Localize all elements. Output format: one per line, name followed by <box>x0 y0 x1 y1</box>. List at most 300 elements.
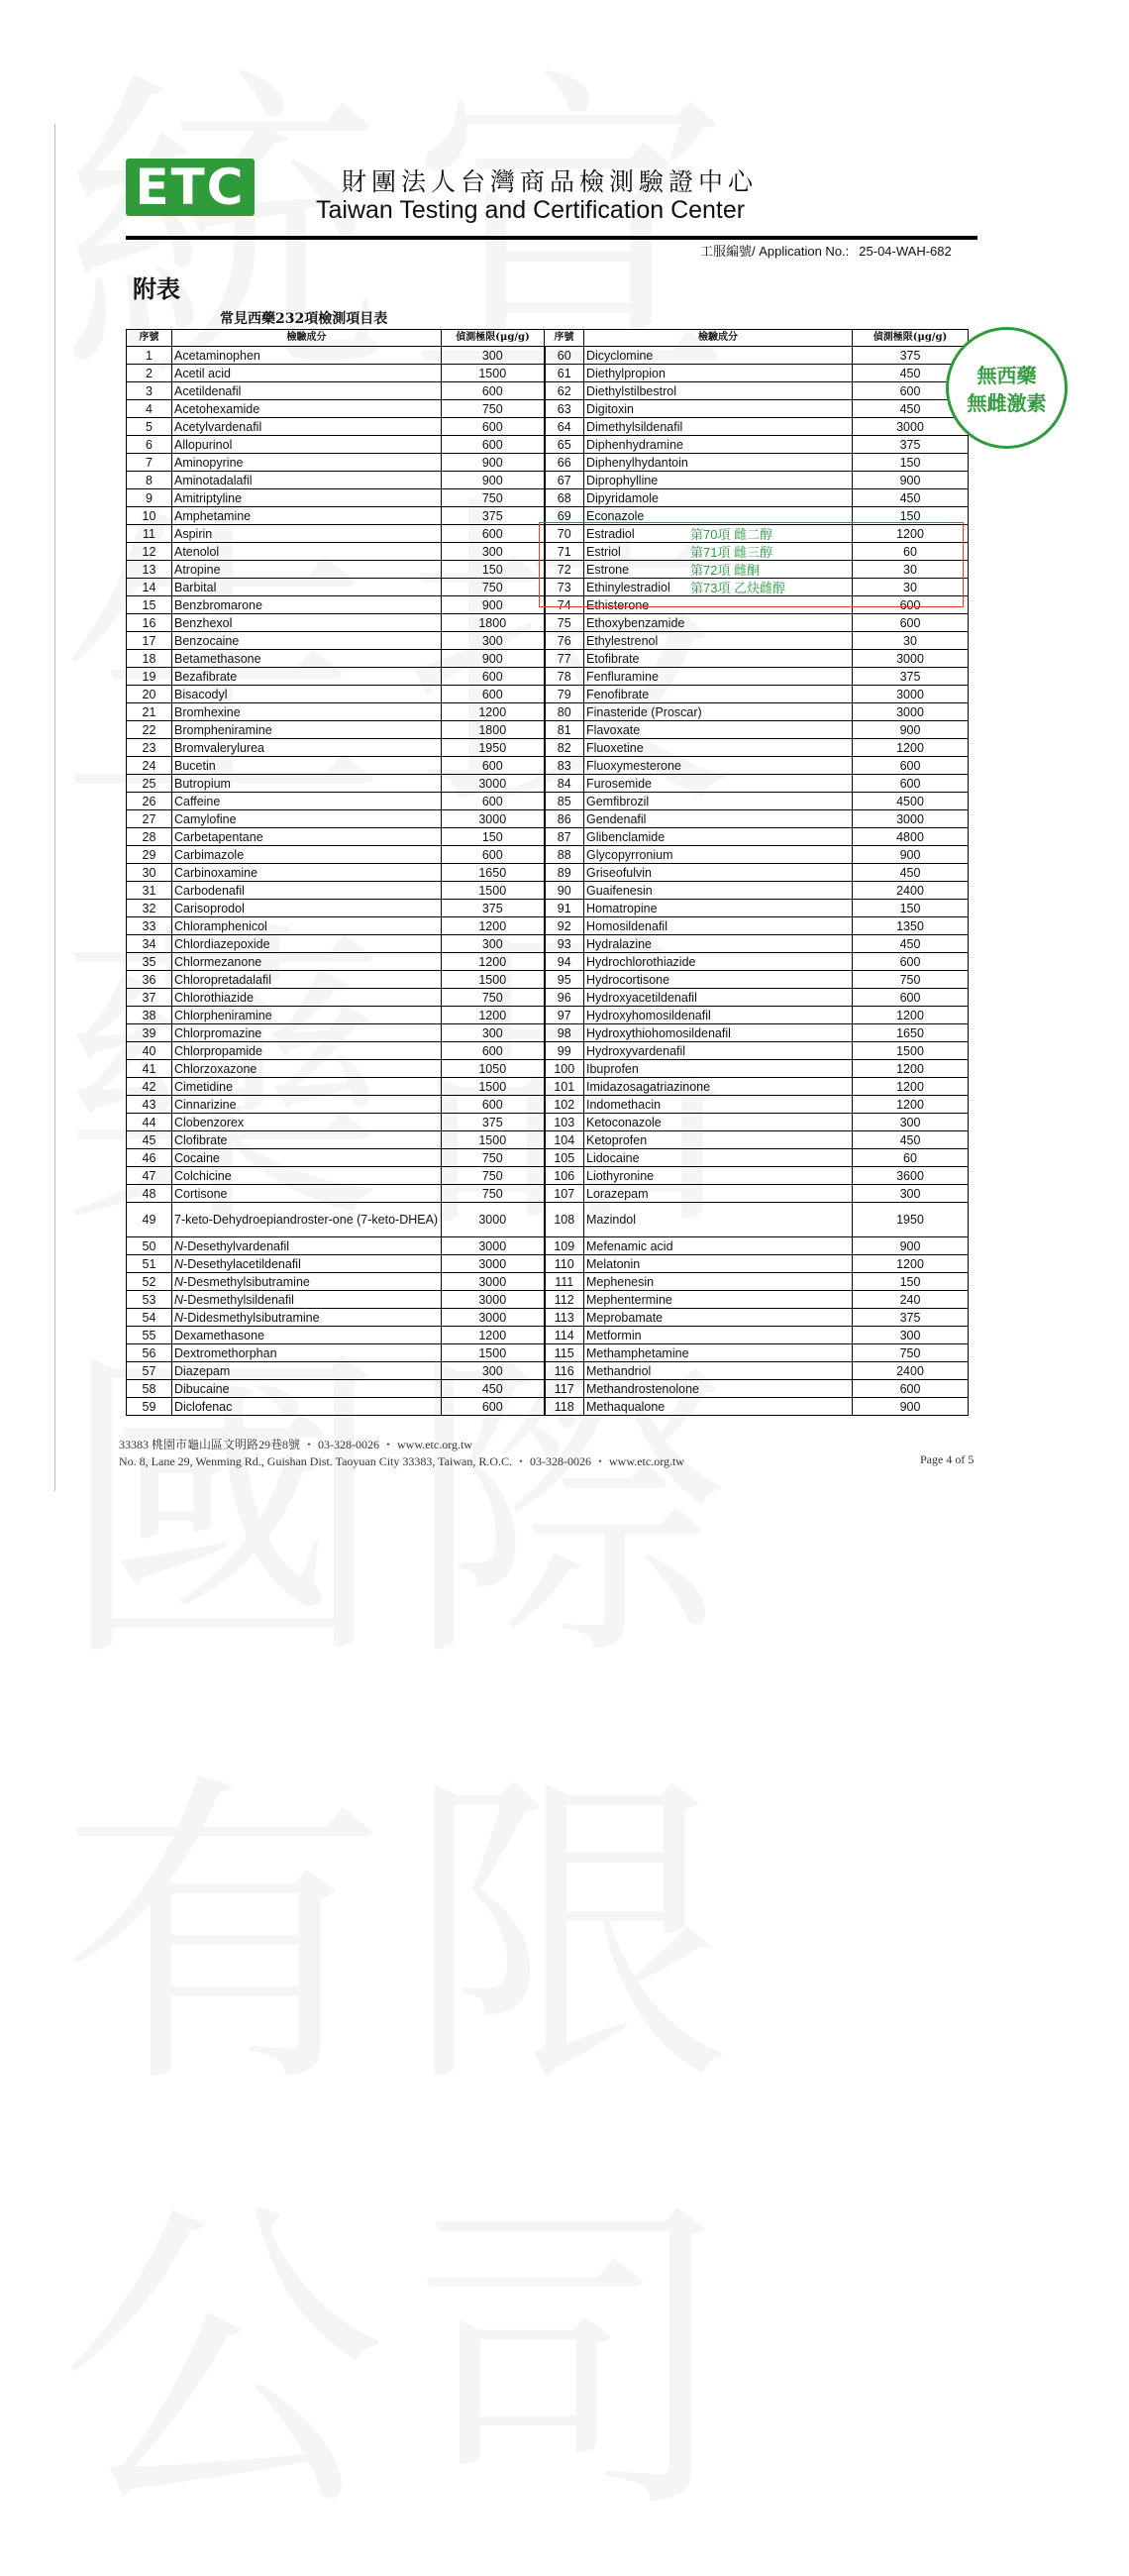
item-number: 7 <box>127 454 172 472</box>
item-name: Acetil acid <box>172 365 442 382</box>
table-row <box>127 953 969 971</box>
item-name: Amitriptyline <box>172 489 442 507</box>
item-name: Chlorzoxazone <box>172 1060 442 1078</box>
item-limit: 600 <box>442 1398 545 1416</box>
item-limit: 750 <box>442 1167 545 1185</box>
watermark-char <box>406 2173 753 2553</box>
item-limit: 600 <box>442 1042 545 1060</box>
item-limit: 2400 <box>853 1362 969 1380</box>
table-row <box>127 1024 969 1042</box>
table-row <box>127 1255 969 1273</box>
item-name: Diprophylline <box>584 472 853 489</box>
item-number: 61 <box>545 365 584 382</box>
table-title: 常見西藥232項檢測項目表 <box>220 311 388 327</box>
item-name: Diethylpropion <box>584 365 853 382</box>
item-number: 9 <box>127 489 172 507</box>
item-name: Glycopyrronium <box>584 846 853 864</box>
item-limit: 150 <box>442 828 545 846</box>
item-name: Clofibrate <box>172 1131 442 1149</box>
item-name: Flavoxate <box>584 721 853 739</box>
item-name: Benzbromarone <box>172 596 442 614</box>
item-number: 90 <box>545 882 584 900</box>
table-row <box>127 1114 969 1131</box>
item-limit: 600 <box>442 846 545 864</box>
highlight-label: 第73項 乙炔雌醇 <box>690 581 786 595</box>
item-number: 111 <box>545 1273 584 1291</box>
item-number: 41 <box>127 1060 172 1078</box>
item-name: Finasteride (Proscar) <box>584 703 853 721</box>
item-name: Butropium <box>172 775 442 793</box>
col-header-name-left: 檢驗成分 <box>172 330 442 347</box>
item-name: Diphenylhydantoin <box>584 454 853 472</box>
item-number: 83 <box>545 757 584 775</box>
item-name: Lidocaine <box>584 1149 853 1167</box>
item-number: 96 <box>545 989 584 1007</box>
item-limit: 1950 <box>853 1203 969 1237</box>
item-name: Ethoxybenzamide <box>584 614 853 632</box>
item-number: 17 <box>127 632 172 650</box>
item-limit: 1650 <box>853 1024 969 1042</box>
item-limit: 375 <box>853 347 969 365</box>
table-row <box>127 1096 969 1114</box>
item-name: Estriol <box>584 543 853 561</box>
header <box>126 159 977 238</box>
item-name: Indomethacin <box>584 1096 853 1114</box>
item-name: Bisacodyl <box>172 686 442 703</box>
item-number: 29 <box>127 846 172 864</box>
item-name: Acetylvardenafil <box>172 418 442 436</box>
table-row <box>127 1007 969 1024</box>
item-name: Atropine <box>172 561 442 579</box>
table-row <box>127 882 969 900</box>
item-number: 67 <box>545 472 584 489</box>
item-number: 116 <box>545 1362 584 1380</box>
col-header-limit-right: 偵測極限(μg/g) <box>853 330 969 347</box>
item-name: Aminopyrine <box>172 454 442 472</box>
item-limit: 1200 <box>853 1255 969 1273</box>
item-limit: 3000 <box>442 1309 545 1327</box>
table-row <box>127 1149 969 1167</box>
item-name: Clobenzorex <box>172 1114 442 1131</box>
item-name: Chloramphenicol <box>172 917 442 935</box>
item-name: N-Desethylacetildenafil <box>172 1255 442 1273</box>
item-name: Diazepam <box>172 1362 442 1380</box>
item-name: Dimethylsildenafil <box>584 418 853 436</box>
item-number: 53 <box>127 1291 172 1309</box>
item-name: Acetohexamide <box>172 400 442 418</box>
item-number: 65 <box>545 436 584 454</box>
item-limit: 600 <box>442 418 545 436</box>
application-number-label: 工服編號/ Application No.: <box>700 244 850 259</box>
item-number: 33 <box>127 917 172 935</box>
table-row <box>127 828 969 846</box>
table-row <box>127 1291 969 1309</box>
item-number: 56 <box>127 1344 172 1362</box>
item-name: Chlorpropamide <box>172 1042 442 1060</box>
item-limit: 450 <box>853 489 969 507</box>
item-limit: 450 <box>442 1380 545 1398</box>
watermark-char <box>406 1747 753 2127</box>
item-limit: 300 <box>442 1024 545 1042</box>
item-name: Hydroxyvardenafil <box>584 1042 853 1060</box>
item-number: 110 <box>545 1255 584 1273</box>
item-number: 91 <box>545 900 584 917</box>
item-name: Estrone <box>584 561 853 579</box>
item-limit: 900 <box>853 846 969 864</box>
table-row <box>127 935 969 953</box>
table-row <box>127 775 969 793</box>
item-number: 82 <box>545 739 584 757</box>
item-limit: 600 <box>442 668 545 686</box>
highlight-label: 第72項 雌酮 <box>690 563 761 578</box>
item-name: Melatonin <box>584 1255 853 1273</box>
item-limit: 300 <box>442 543 545 561</box>
item-limit: 750 <box>442 1149 545 1167</box>
item-number: 30 <box>127 864 172 882</box>
item-limit: 450 <box>853 935 969 953</box>
item-number: 104 <box>545 1131 584 1149</box>
item-limit: 4800 <box>853 828 969 846</box>
org-name-en: Taiwan Testing and Certification Center <box>316 196 746 224</box>
item-limit: 30 <box>853 561 969 579</box>
page-number: Page 4 of 5 <box>920 1452 975 1466</box>
item-limit: 3000 <box>442 1255 545 1273</box>
item-number: 60 <box>545 347 584 365</box>
item-name: Digitoxin <box>584 400 853 418</box>
item-name: Benzhexol <box>172 614 442 632</box>
item-number: 59 <box>127 1398 172 1416</box>
item-number: 79 <box>545 686 584 703</box>
item-limit: 375 <box>442 900 545 917</box>
footer <box>119 1437 684 1470</box>
item-name: N-Desmethylsibutramine <box>172 1273 442 1291</box>
item-number: 112 <box>545 1291 584 1309</box>
item-limit: 1800 <box>442 721 545 739</box>
item-name: Ethylestrenol <box>584 632 853 650</box>
item-limit: 1800 <box>442 614 545 632</box>
item-limit: 375 <box>853 668 969 686</box>
item-limit: 3000 <box>853 703 969 721</box>
item-number: 48 <box>127 1185 172 1203</box>
annex-title: 附表 <box>133 274 180 303</box>
table-row <box>127 1042 969 1060</box>
item-limit: 600 <box>853 775 969 793</box>
item-number: 50 <box>127 1237 172 1255</box>
item-name: Amphetamine <box>172 507 442 525</box>
item-limit: 450 <box>853 864 969 882</box>
item-name: Dextromethorphan <box>172 1344 442 1362</box>
item-limit: 3000 <box>853 418 969 436</box>
item-number: 28 <box>127 828 172 846</box>
table-row <box>127 810 969 828</box>
item-number: 44 <box>127 1114 172 1131</box>
item-number: 45 <box>127 1131 172 1149</box>
table-row <box>127 757 969 775</box>
table-row <box>127 614 969 632</box>
item-limit: 2400 <box>853 882 969 900</box>
table-row <box>127 382 969 400</box>
item-limit: 1200 <box>853 1007 969 1024</box>
item-limit: 3000 <box>853 650 969 668</box>
item-number: 55 <box>127 1327 172 1344</box>
item-number: 75 <box>545 614 584 632</box>
highlight-labels <box>690 526 785 597</box>
item-number: 109 <box>545 1237 584 1255</box>
table-row <box>127 347 969 365</box>
table-row <box>127 1327 969 1344</box>
item-name: Etofibrate <box>584 650 853 668</box>
item-name: Ibuprofen <box>584 1060 853 1078</box>
item-limit: 900 <box>853 721 969 739</box>
item-limit: 60 <box>853 1149 969 1167</box>
item-limit: 300 <box>853 1185 969 1203</box>
item-number: 37 <box>127 989 172 1007</box>
item-limit: 600 <box>853 382 969 400</box>
item-name: Fluoxymesterone <box>584 757 853 775</box>
item-name: Diethylstilbestrol <box>584 382 853 400</box>
item-number: 40 <box>127 1042 172 1060</box>
item-number: 97 <box>545 1007 584 1024</box>
item-name: Bromvalerylurea <box>172 739 442 757</box>
item-number: 16 <box>127 614 172 632</box>
item-name: Dexamethasone <box>172 1327 442 1344</box>
item-number: 35 <box>127 953 172 971</box>
item-limit: 1500 <box>853 1042 969 1060</box>
item-number: 86 <box>545 810 584 828</box>
item-name: Benzocaine <box>172 632 442 650</box>
table-row <box>127 1273 969 1291</box>
table-row <box>127 418 969 436</box>
item-limit: 3000 <box>442 1291 545 1309</box>
item-limit: 600 <box>442 436 545 454</box>
item-limit: 300 <box>853 1327 969 1344</box>
item-limit: 600 <box>853 596 969 614</box>
table-row <box>127 1185 969 1203</box>
item-name: Mephentermine <box>584 1291 853 1309</box>
table-row <box>127 1237 969 1255</box>
item-number: 2 <box>127 365 172 382</box>
table-row <box>127 472 969 489</box>
item-name: Methandriol <box>584 1362 853 1380</box>
item-name: Hydralazine <box>584 935 853 953</box>
item-number: 8 <box>127 472 172 489</box>
item-number: 100 <box>545 1060 584 1078</box>
item-number: 92 <box>545 917 584 935</box>
item-limit: 1200 <box>442 917 545 935</box>
item-limit: 375 <box>853 1309 969 1327</box>
item-limit: 4500 <box>853 793 969 810</box>
item-limit: 30 <box>853 579 969 596</box>
item-limit: 450 <box>853 400 969 418</box>
item-name: Ethisterone <box>584 596 853 614</box>
item-number: 39 <box>127 1024 172 1042</box>
item-name: Chlordiazepoxide <box>172 935 442 953</box>
item-limit: 750 <box>853 1344 969 1362</box>
table-row <box>127 1380 969 1398</box>
item-name: Mephenesin <box>584 1273 853 1291</box>
item-limit: 1200 <box>853 525 969 543</box>
item-limit: 1500 <box>442 1131 545 1149</box>
item-name: Gemfibrozil <box>584 793 853 810</box>
item-number: 49 <box>127 1203 172 1237</box>
item-number: 6 <box>127 436 172 454</box>
item-name: Hydrochlorothiazide <box>584 953 853 971</box>
item-limit: 3000 <box>442 775 545 793</box>
item-number: 27 <box>127 810 172 828</box>
item-number: 22 <box>127 721 172 739</box>
item-name: Bucetin <box>172 757 442 775</box>
item-name: Ketoconazole <box>584 1114 853 1131</box>
item-name: Cortisone <box>172 1185 442 1203</box>
item-limit: 600 <box>442 525 545 543</box>
item-number: 84 <box>545 775 584 793</box>
watermark-char <box>59 1747 406 2127</box>
item-limit: 150 <box>442 561 545 579</box>
item-limit: 300 <box>442 632 545 650</box>
item-limit: 375 <box>853 436 969 454</box>
item-name: Caffeine <box>172 793 442 810</box>
item-number: 85 <box>545 793 584 810</box>
item-name: Liothyronine <box>584 1167 853 1185</box>
item-limit: 750 <box>442 489 545 507</box>
table-row <box>127 703 969 721</box>
header-rule <box>126 236 977 240</box>
item-limit: 60 <box>853 543 969 561</box>
item-name: Aspirin <box>172 525 442 543</box>
application-number <box>700 241 952 260</box>
item-name: Diphenhydramine <box>584 436 853 454</box>
item-limit: 3600 <box>853 1167 969 1185</box>
item-number: 99 <box>545 1042 584 1060</box>
item-limit: 1200 <box>853 739 969 757</box>
item-limit: 1500 <box>442 971 545 989</box>
item-limit: 1200 <box>442 1007 545 1024</box>
item-name: Furosemide <box>584 775 853 793</box>
item-limit: 375 <box>442 507 545 525</box>
item-limit: 750 <box>853 971 969 989</box>
drug-test-table <box>126 329 969 1416</box>
item-limit: 600 <box>853 953 969 971</box>
item-number: 115 <box>545 1344 584 1362</box>
item-number: 108 <box>545 1203 584 1237</box>
item-limit: 3000 <box>442 1237 545 1255</box>
item-number: 68 <box>545 489 584 507</box>
item-name: Barbital <box>172 579 442 596</box>
item-limit: 900 <box>853 1237 969 1255</box>
item-name: Chlorpromazine <box>172 1024 442 1042</box>
item-limit: 900 <box>442 650 545 668</box>
item-limit: 150 <box>853 454 969 472</box>
item-name: Acetildenafil <box>172 382 442 400</box>
item-number: 102 <box>545 1096 584 1114</box>
item-number: 24 <box>127 757 172 775</box>
item-limit: 1500 <box>442 365 545 382</box>
item-number: 23 <box>127 739 172 757</box>
table-row <box>127 864 969 882</box>
item-limit: 600 <box>853 989 969 1007</box>
table-row <box>127 1309 969 1327</box>
item-name: Methandrostenolone <box>584 1380 853 1398</box>
item-limit: 240 <box>853 1291 969 1309</box>
table-row <box>127 1398 969 1416</box>
item-number: 26 <box>127 793 172 810</box>
item-name: Cimetidine <box>172 1078 442 1096</box>
item-limit: 600 <box>853 1380 969 1398</box>
item-name: Betamethasone <box>172 650 442 668</box>
item-name: Hydroxyhomosildenafil <box>584 1007 853 1024</box>
item-name: Ketoprofen <box>584 1131 853 1149</box>
col-header-name-right: 檢驗成分 <box>584 330 853 347</box>
item-number: 58 <box>127 1380 172 1398</box>
stamp-line-2: 無雌激素 <box>967 393 1047 415</box>
item-number: 81 <box>545 721 584 739</box>
col-header-limit-left: 偵測極限(μg/g) <box>442 330 545 347</box>
item-limit: 600 <box>442 686 545 703</box>
item-limit: 1500 <box>442 1344 545 1362</box>
item-name: Carbimazole <box>172 846 442 864</box>
item-name: Dipyridamole <box>584 489 853 507</box>
table-row <box>127 632 969 650</box>
item-limit: 300 <box>442 347 545 365</box>
item-number: 20 <box>127 686 172 703</box>
item-number: 42 <box>127 1078 172 1096</box>
item-number: 46 <box>127 1149 172 1167</box>
footer-address-en: No. 8, Lane 29, Wenming Rd., Guishan Dist. Taoyuan City 33383, Taiwan, R.O.C. ・ 03-328-0026 ・ www.etc.org.tw <box>119 1454 684 1468</box>
item-number: 13 <box>127 561 172 579</box>
item-limit: 600 <box>442 793 545 810</box>
table-row <box>127 793 969 810</box>
item-name: Fenfluramine <box>584 668 853 686</box>
table-row <box>127 365 969 382</box>
item-number: 10 <box>127 507 172 525</box>
item-name: Dicyclomine <box>584 347 853 365</box>
footer-address-zh: 33383 桃園市龜山區文明路29巷8號 ・ 03-328-0026 ・ www.etc.org.tw <box>119 1438 472 1451</box>
item-limit: 1500 <box>442 1078 545 1096</box>
table-header-row <box>127 330 969 347</box>
col-header-no-right: 序號 <box>545 330 584 347</box>
item-name: Brompheniramine <box>172 721 442 739</box>
item-name: Homatropine <box>584 900 853 917</box>
table-row <box>127 1060 969 1078</box>
item-name: N-Desethylvardenafil <box>172 1237 442 1255</box>
item-limit: 1200 <box>442 703 545 721</box>
item-number: 5 <box>127 418 172 436</box>
item-name: 7-keto-Dehydroepiandroster-one (7-keto-DHEA) <box>172 1203 442 1237</box>
item-name: Methaqualone <box>584 1398 853 1416</box>
item-number: 71 <box>545 543 584 561</box>
item-number: 103 <box>545 1114 584 1131</box>
item-limit: 600 <box>442 1096 545 1114</box>
item-name: Carisoprodol <box>172 900 442 917</box>
table-row <box>127 436 969 454</box>
item-limit: 1200 <box>853 1060 969 1078</box>
table-row <box>127 1362 969 1380</box>
item-name: Fenofibrate <box>584 686 853 703</box>
item-name: Guaifenesin <box>584 882 853 900</box>
highlight-label: 第71項 雌三醇 <box>690 545 773 560</box>
item-number: 101 <box>545 1078 584 1096</box>
item-number: 36 <box>127 971 172 989</box>
table-row <box>127 686 969 703</box>
item-limit: 600 <box>442 382 545 400</box>
item-name: Homosildenafil <box>584 917 853 935</box>
item-limit: 150 <box>853 1273 969 1291</box>
table-row <box>127 400 969 418</box>
item-number: 69 <box>545 507 584 525</box>
table-row <box>127 721 969 739</box>
item-limit: 150 <box>853 507 969 525</box>
item-limit: 1500 <box>442 882 545 900</box>
